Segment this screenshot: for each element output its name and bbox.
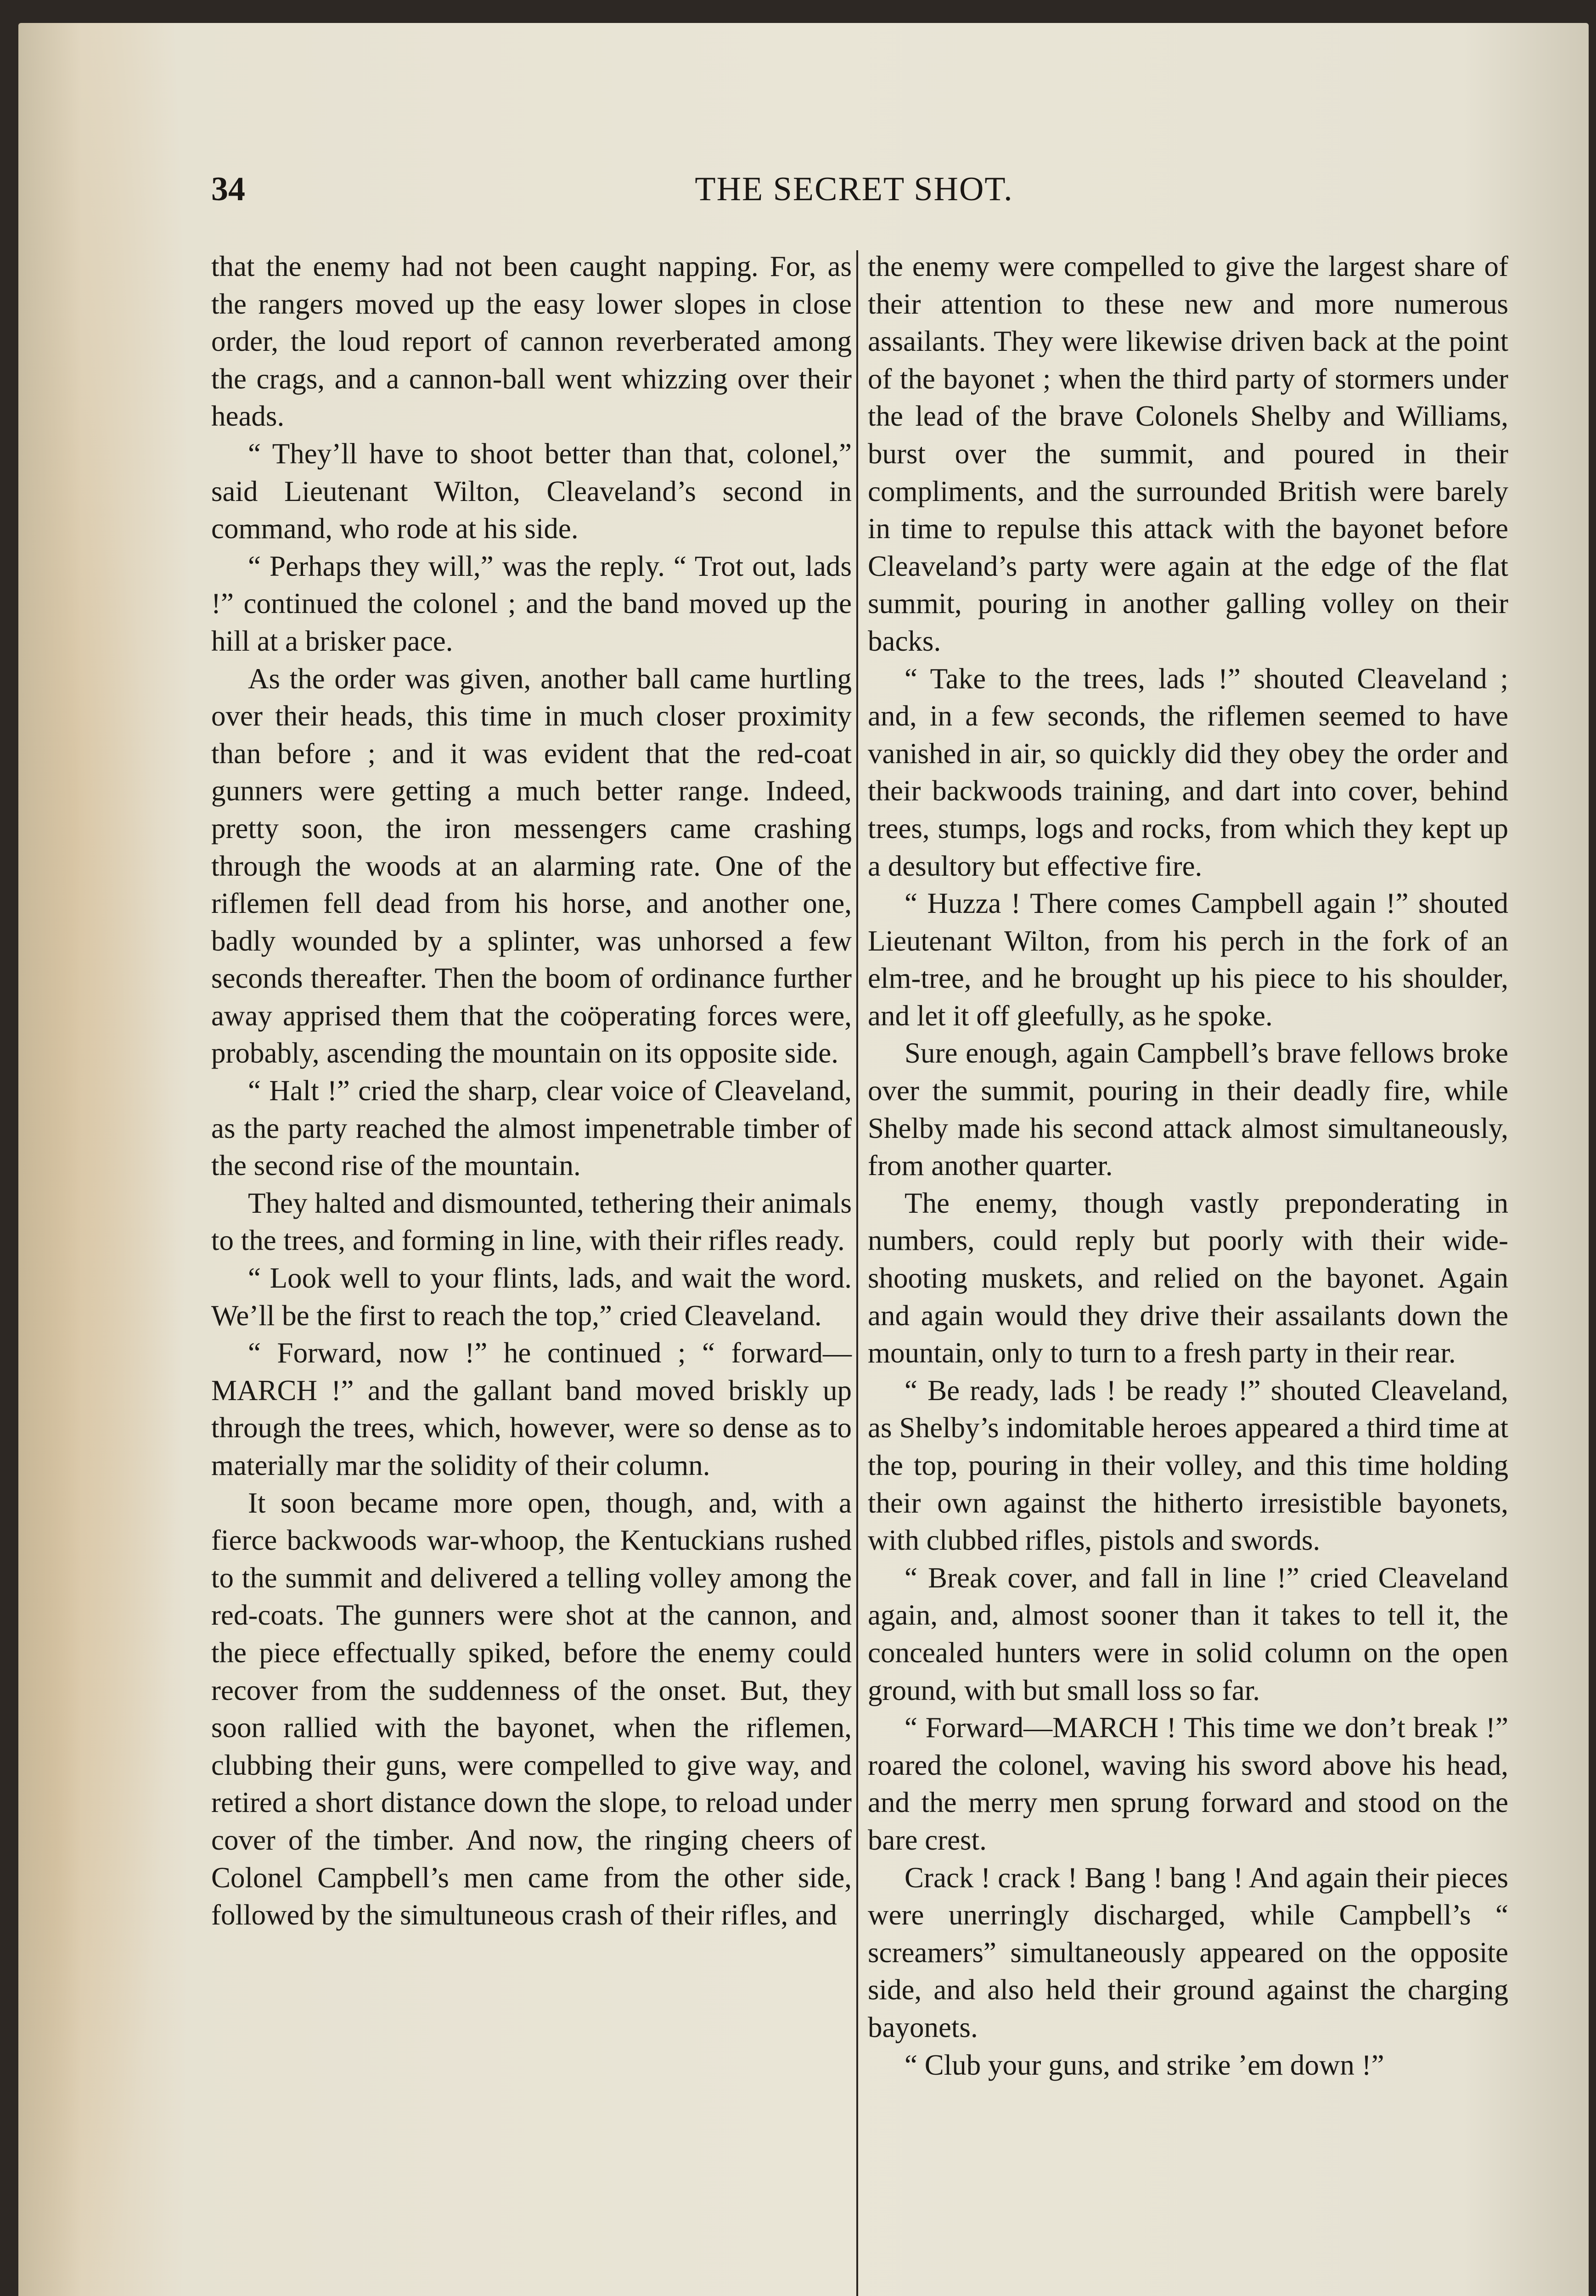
paragraph: Crack ! crack ! Bang ! bang ! And again their pieces were unerringly discharged, while Campbell’s “ screamers” simultaneously appeared on the opposite side, and also held their ground against the charging bayonets. bbox=[868, 1861, 1508, 2043]
paragraph: “ Look well to your flints, lads, and wait the word. We’ll be the first to reach the top,” cried Cleaveland. bbox=[211, 1262, 852, 1332]
paragraph: “ Huzza ! There comes Campbell again !” shouted Lieutenant Wilton, from his perch in the fork of an elm-tree, and he brought up his piece to his shoulder, and let it off gleefully, as he spoke. bbox=[868, 887, 1508, 1032]
paragraph: that the enemy had not been caught napping. For, as the rangers moved up the easy lower slopes in close order, the loud report of cannon reverberated among the crags, and a cannon-ball went whizzing over their heads. bbox=[211, 250, 852, 433]
paragraph: As the order was given, another ball came hurtling over their heads, this time in much closer proximity than before ; and it was evident that the red-coat gunners were getting a much better range. Indeed, pretty soon, the iron messengers came crashing through the woods at an alarming rate. One of the riflemen fell dead from his horse, and another one, badly wounded by a splinter, was unhorsed a few seconds thereafter. Then the boom of ordinance further away apprised them that the coöperating forces were, probably, ascending the mountain on its opposite side. bbox=[211, 662, 852, 1069]
right-text-column bbox=[868, 248, 1508, 2084]
paragraph: The enemy, though vastly preponderating in numbers, could reply but poorly with their wide-shooting muskets, and relied on the bayonet. Again and again would they drive their assailants down the mountain, only to turn to a fresh party in their rear. bbox=[868, 1187, 1508, 1369]
paragraph: “ Club your guns, and strike ’em down !” bbox=[905, 2048, 1384, 2081]
column-divider-rule bbox=[856, 250, 858, 2296]
page-header bbox=[211, 170, 1497, 225]
page-number: 34 bbox=[211, 170, 245, 208]
paragraph: They halted and dismounted, tethering their animals to the trees, and forming in line, with their rifles ready. bbox=[211, 1187, 852, 1257]
paragraph: “ They’ll have to shoot better than that, colonel,” said Lieutenant Wilton, Cleaveland’s second in command, who rode at his side. bbox=[211, 437, 852, 545]
paragraph: “ Forward—MARCH ! This time we don’t break !” roared the colonel, waving his sword above his head, and the merry men sprung forward and stood on the bare crest. bbox=[868, 1711, 1508, 1856]
paragraph: “ Perhaps they will,” was the reply. “ Trot out, lads !” continued the colonel ; and the band moved up the hill at a brisker pace. bbox=[211, 550, 852, 657]
paragraph: “ Halt !” cried the sharp, clear voice of Cleaveland, as the party reached the almost impenetrable timber of the second rise of the mountain. bbox=[211, 1075, 852, 1182]
paragraph: “ Break cover, and fall in line !” cried Cleaveland again, and, almost sooner than it takes to tell it, the concealed hunters were in solid column on the open ground, with but small loss so far. bbox=[868, 1561, 1508, 1706]
paragraph: “ Take to the trees, lads !” shouted Cleaveland ; and, in a few seconds, the riflemen seemed to have vanished in air, so quickly did they obey the order and their backwoods training, and dart into cover, behind trees, stumps, logs and rocks, from which they kept up a desultory but effective fire. bbox=[868, 662, 1508, 882]
running-title: THE SECRET SHOT. bbox=[695, 170, 1013, 208]
paragraph: “ Be ready, lads ! be ready !” shouted Cleaveland, as Shelby’s indomitable heroes appeared a third time at the top, pouring in their volley, and this time holding their own against the hitherto irresistible bayonets, with clubbed rifles, pistols and swords. bbox=[868, 1374, 1508, 1557]
paragraph: Sure enough, again Campbell’s brave fellows broke over the summit, pouring in their deadly fire, while Shelby made his second attack almost simultaneously, from another quarter. bbox=[868, 1037, 1508, 1182]
left-text-column bbox=[211, 248, 852, 1934]
paragraph: It soon became more open, though, and, with a fierce backwoods war-whoop, the Kentuckians rushed to the summit and delivered a telling volley among the red-coats. The gunners were shot at the cannon, and the piece effectually spiked, before the enemy could recover from the suddenness of the onset. But, they soon rallied with the bayonet, when the riflemen, clubbing their guns, were compelled to give way, and retired a short distance down the slope, to reload under cover of the timber. And now, the ringing cheers of Colonel Campbell’s men came from the other side, followed by the simultuneous crash of their rifles, and bbox=[211, 1486, 852, 1931]
paragraph: the enemy were compelled to give the largest share of their attention to these new and more numerous assailants. They were likewise driven back at the point of the bayonet ; when the third party of stormers under the lead of the brave Colonels Shelby and Williams, burst over the summit, and poured in their compliments, and the surrounded British were barely in time to repulse this attack with the bayonet before Cleaveland’s party were again at the edge of the flat summit, pouring in another galling volley on their backs. bbox=[868, 250, 1508, 657]
paragraph: “ Forward, now !” he continued ; “ forward—MARCH !” and the gallant band moved briskly up through the trees, which, however, were so dense as to materially mar the solidity of their column. bbox=[211, 1337, 852, 1481]
